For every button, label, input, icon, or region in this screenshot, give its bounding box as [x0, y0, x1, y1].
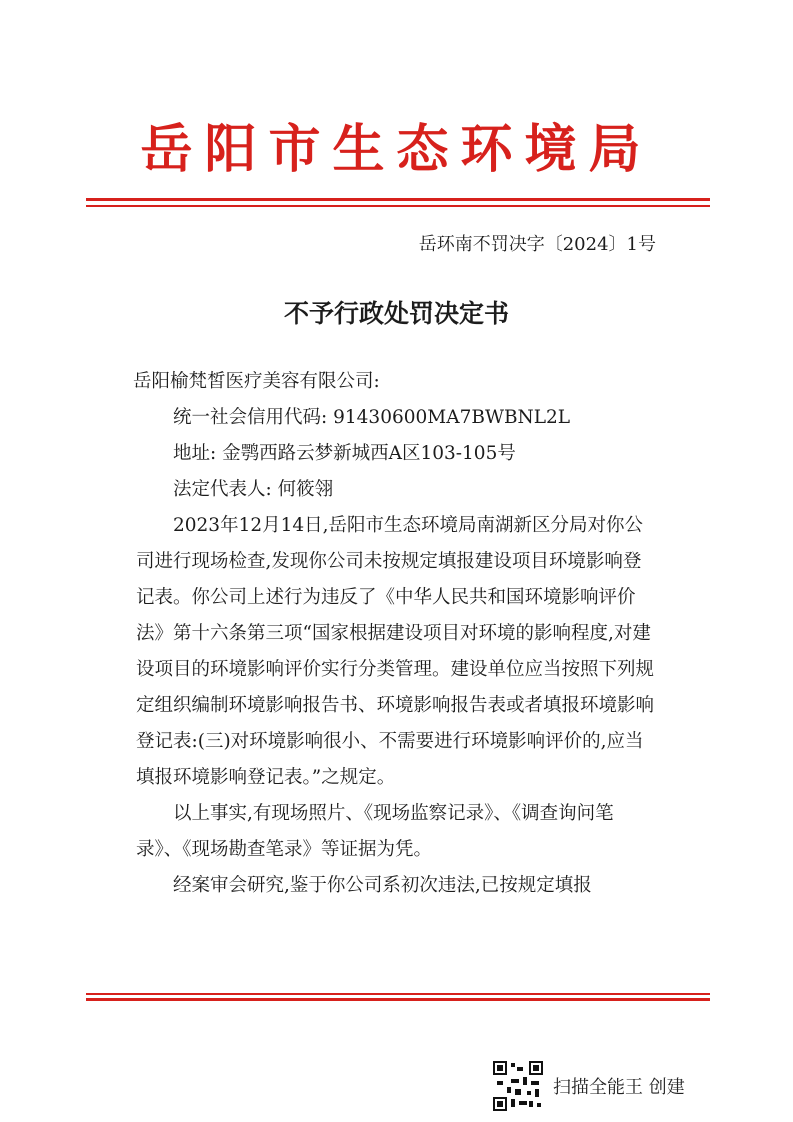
legal-representative: 法定代表人: 何筱翎 — [173, 479, 334, 500]
document-body — [133, 364, 656, 904]
footer-rule-thin — [86, 993, 710, 995]
header-rule-thin — [86, 205, 710, 207]
document-title: 不予行政处罚决定书 — [283, 299, 509, 328]
recipient-name: 岳阳榆梵皙医疗美容有限公司: — [133, 371, 380, 392]
body-paragraph: 2023年12月14日,岳阳市生态环境局南湖新区分局对你公司进行现场检查,发现你公司未按规定填报建设项目环境影响登记表。你公司上述行为违反了《中华人民共和国环境影响评价法》第十六条第三项“国家根据建设项目对环境的影响程度,对建设项目的环境影响评价实行分类管理。建设单位应当按照下列规定组织编制环境影响报告书、环境影响报告表或者填报环境影响登记表:(三)对环境影响很小、不需要进行环境影响评价的,应当填报环境影响登记表。”之规定。 — [136, 515, 655, 788]
body-paragraph: 经案审会研究,鉴于你公司系初次违法,已按规定填报 — [173, 875, 592, 896]
address: 地址: 金鹗西路云梦新城西A区103-105号 — [173, 443, 516, 464]
organization-header: 岳阳市生态环境局 — [140, 120, 653, 180]
body-paragraph: 以上事实,有现场照片、《现场监察记录》、《调查询问笔录》、《现场勘查笔录》等证据为凭。 — [136, 803, 614, 860]
scanner-label: 扫描全能王 创建 — [553, 1077, 685, 1098]
credit-code: 统一社会信用代码: 91430600MA7BWBNL2L — [173, 407, 571, 428]
footer-rule-thick — [86, 998, 710, 1001]
header-rule-thick — [86, 198, 710, 201]
document-number: 岳环南不罚决字〔2024〕1号 — [418, 234, 656, 255]
qr-code-icon — [493, 1061, 543, 1111]
scanner-badge — [493, 1058, 685, 1114]
